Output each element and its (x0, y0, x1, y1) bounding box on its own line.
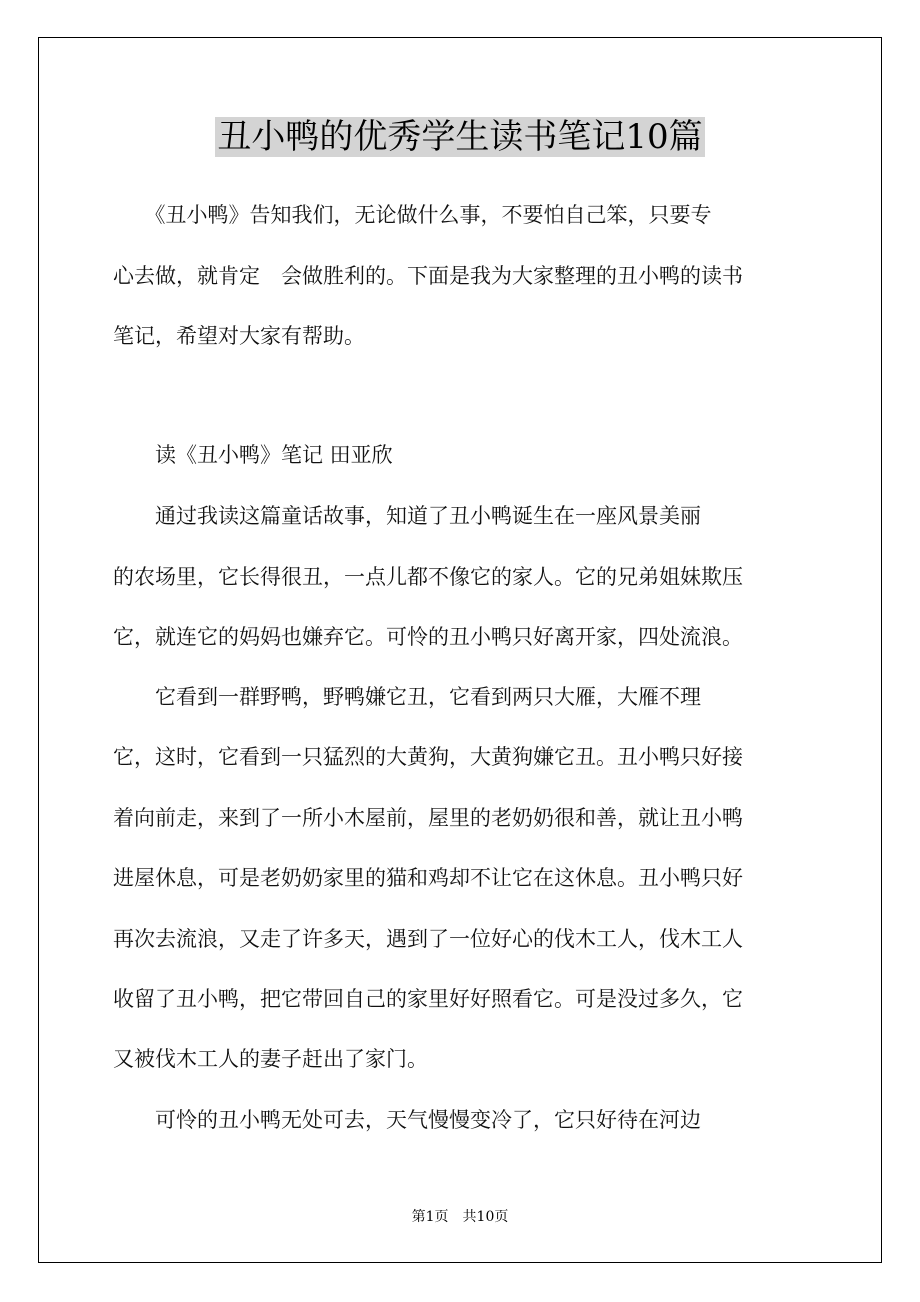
title-text: 丑小鸭的优秀学生读书笔记10篇 (217, 117, 703, 157)
text-line: 的农场里，它长得很丑，一点儿都不像它的家人。它的兄弟姐妹欺压 (113, 565, 743, 589)
text-line: 再次去流浪，又走了许多天，遇到了一位好心的伐木工人，伐木工人 (113, 927, 743, 951)
text-line: 它看到一群野鸭，野鸭嫌它丑，它看到两只大雁，大雁不理 (113, 685, 701, 709)
text-line: 可怜的丑小鸭无处可去，天气慢慢变冷了，它只好待在河边 (113, 1108, 701, 1132)
text-line: 又被伐木工人的妻子赶出了家门。 (113, 1047, 428, 1071)
text-line: 心去做，就肯定 会做胜利的。下面是我为大家整理的丑小鸭的读书 (113, 264, 743, 288)
text-line: 通过我读这篇童话故事，知道了丑小鸭诞生在一座风景美丽 (113, 504, 701, 528)
text-line: 笔记，希望对大家有帮助。 (113, 324, 365, 348)
text-line: 它，就连它的妈妈也嫌弃它。可怜的丑小鸭只好离开家，四处流浪。 (113, 625, 743, 649)
text-line: 着向前走，来到了一所小木屋前，屋里的老奶奶很和善，就让丑小鸭 (113, 806, 743, 830)
document-title (0, 112, 920, 162)
text-line: 它，这时，它看到一只猛烈的大黄狗，大黄狗嫌它丑。丑小鸭只好接 (113, 745, 743, 769)
text-line: 《丑小鸭》告知我们，无论做什么事，不要怕自己笨，只要专 (113, 203, 712, 227)
section-heading-text: 读《丑小鸭》笔记 田亚欣 (113, 443, 393, 467)
text-line: 收留了丑小鸭，把它带回自己的家里好好照看它。可是没过多久，它 (113, 987, 743, 1011)
text-line: 进屋休息，可是老奶奶家里的猫和鸡却不让它在这休息。丑小鸭只好 (113, 866, 743, 890)
page-footer: 第1页 共10页 (411, 1209, 509, 1225)
